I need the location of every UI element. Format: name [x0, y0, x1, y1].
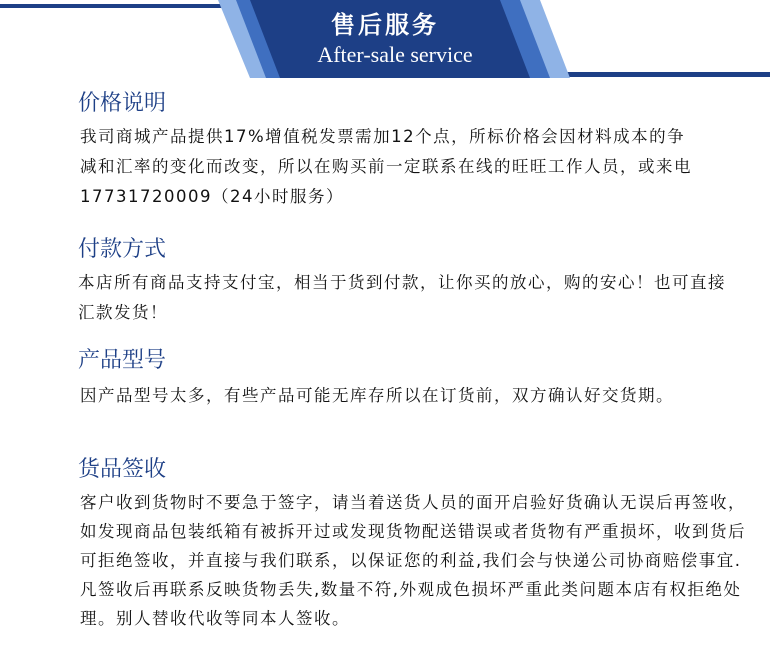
section-heading: 付款方式	[78, 237, 167, 262]
section-body: 客户收到货物时不要急于签字，请当着送货人员的面开启验好货确认无误后再签收，如发现商品包装纸箱有被拆开过或发现货物配送错误或者货物有严重损坏，收到货后可拒绝签收，并直接与我们联系，以保证您的利益,我们会与快递公司协商赔偿事宜.凡签收后再联系反映货物丢失,数量不符,外观成色损坏严重此类问题本店有权拒绝处理。别人替收代收等同本人签收。	[80, 493, 746, 628]
banner-subtitle: After-sale service	[317, 42, 473, 67]
banner-line-left	[0, 4, 250, 8]
section-heading: 产品型号	[78, 348, 167, 373]
section-delivery-signoff	[78, 456, 748, 633]
section-product-model	[78, 347, 748, 411]
section-body: 因产品型号太多，有些产品可能无库存所以在订货前，双方确认好交货期。	[80, 386, 674, 405]
banner-line-right	[560, 72, 770, 77]
section-price-info	[78, 90, 748, 212]
after-sale-banner	[0, 0, 770, 80]
section-payment	[78, 236, 748, 328]
section-heading: 货品签收	[78, 457, 167, 482]
banner-title: 售后服务	[331, 10, 439, 39]
section-body: 本店所有商品支持支付宝，相当于货到付款，让你买的放心，购的安心！也可直接汇款发货！	[78, 273, 726, 322]
section-body: 我司商城产品提供17%增值税发票需加12个点，所标价格会因材料成本的争减和汇率的变化而改变，所以在购买前一定联系在线的旺旺工作人员，或来电17731720009（24小时服务）	[80, 127, 692, 206]
section-heading: 价格说明	[78, 91, 167, 116]
